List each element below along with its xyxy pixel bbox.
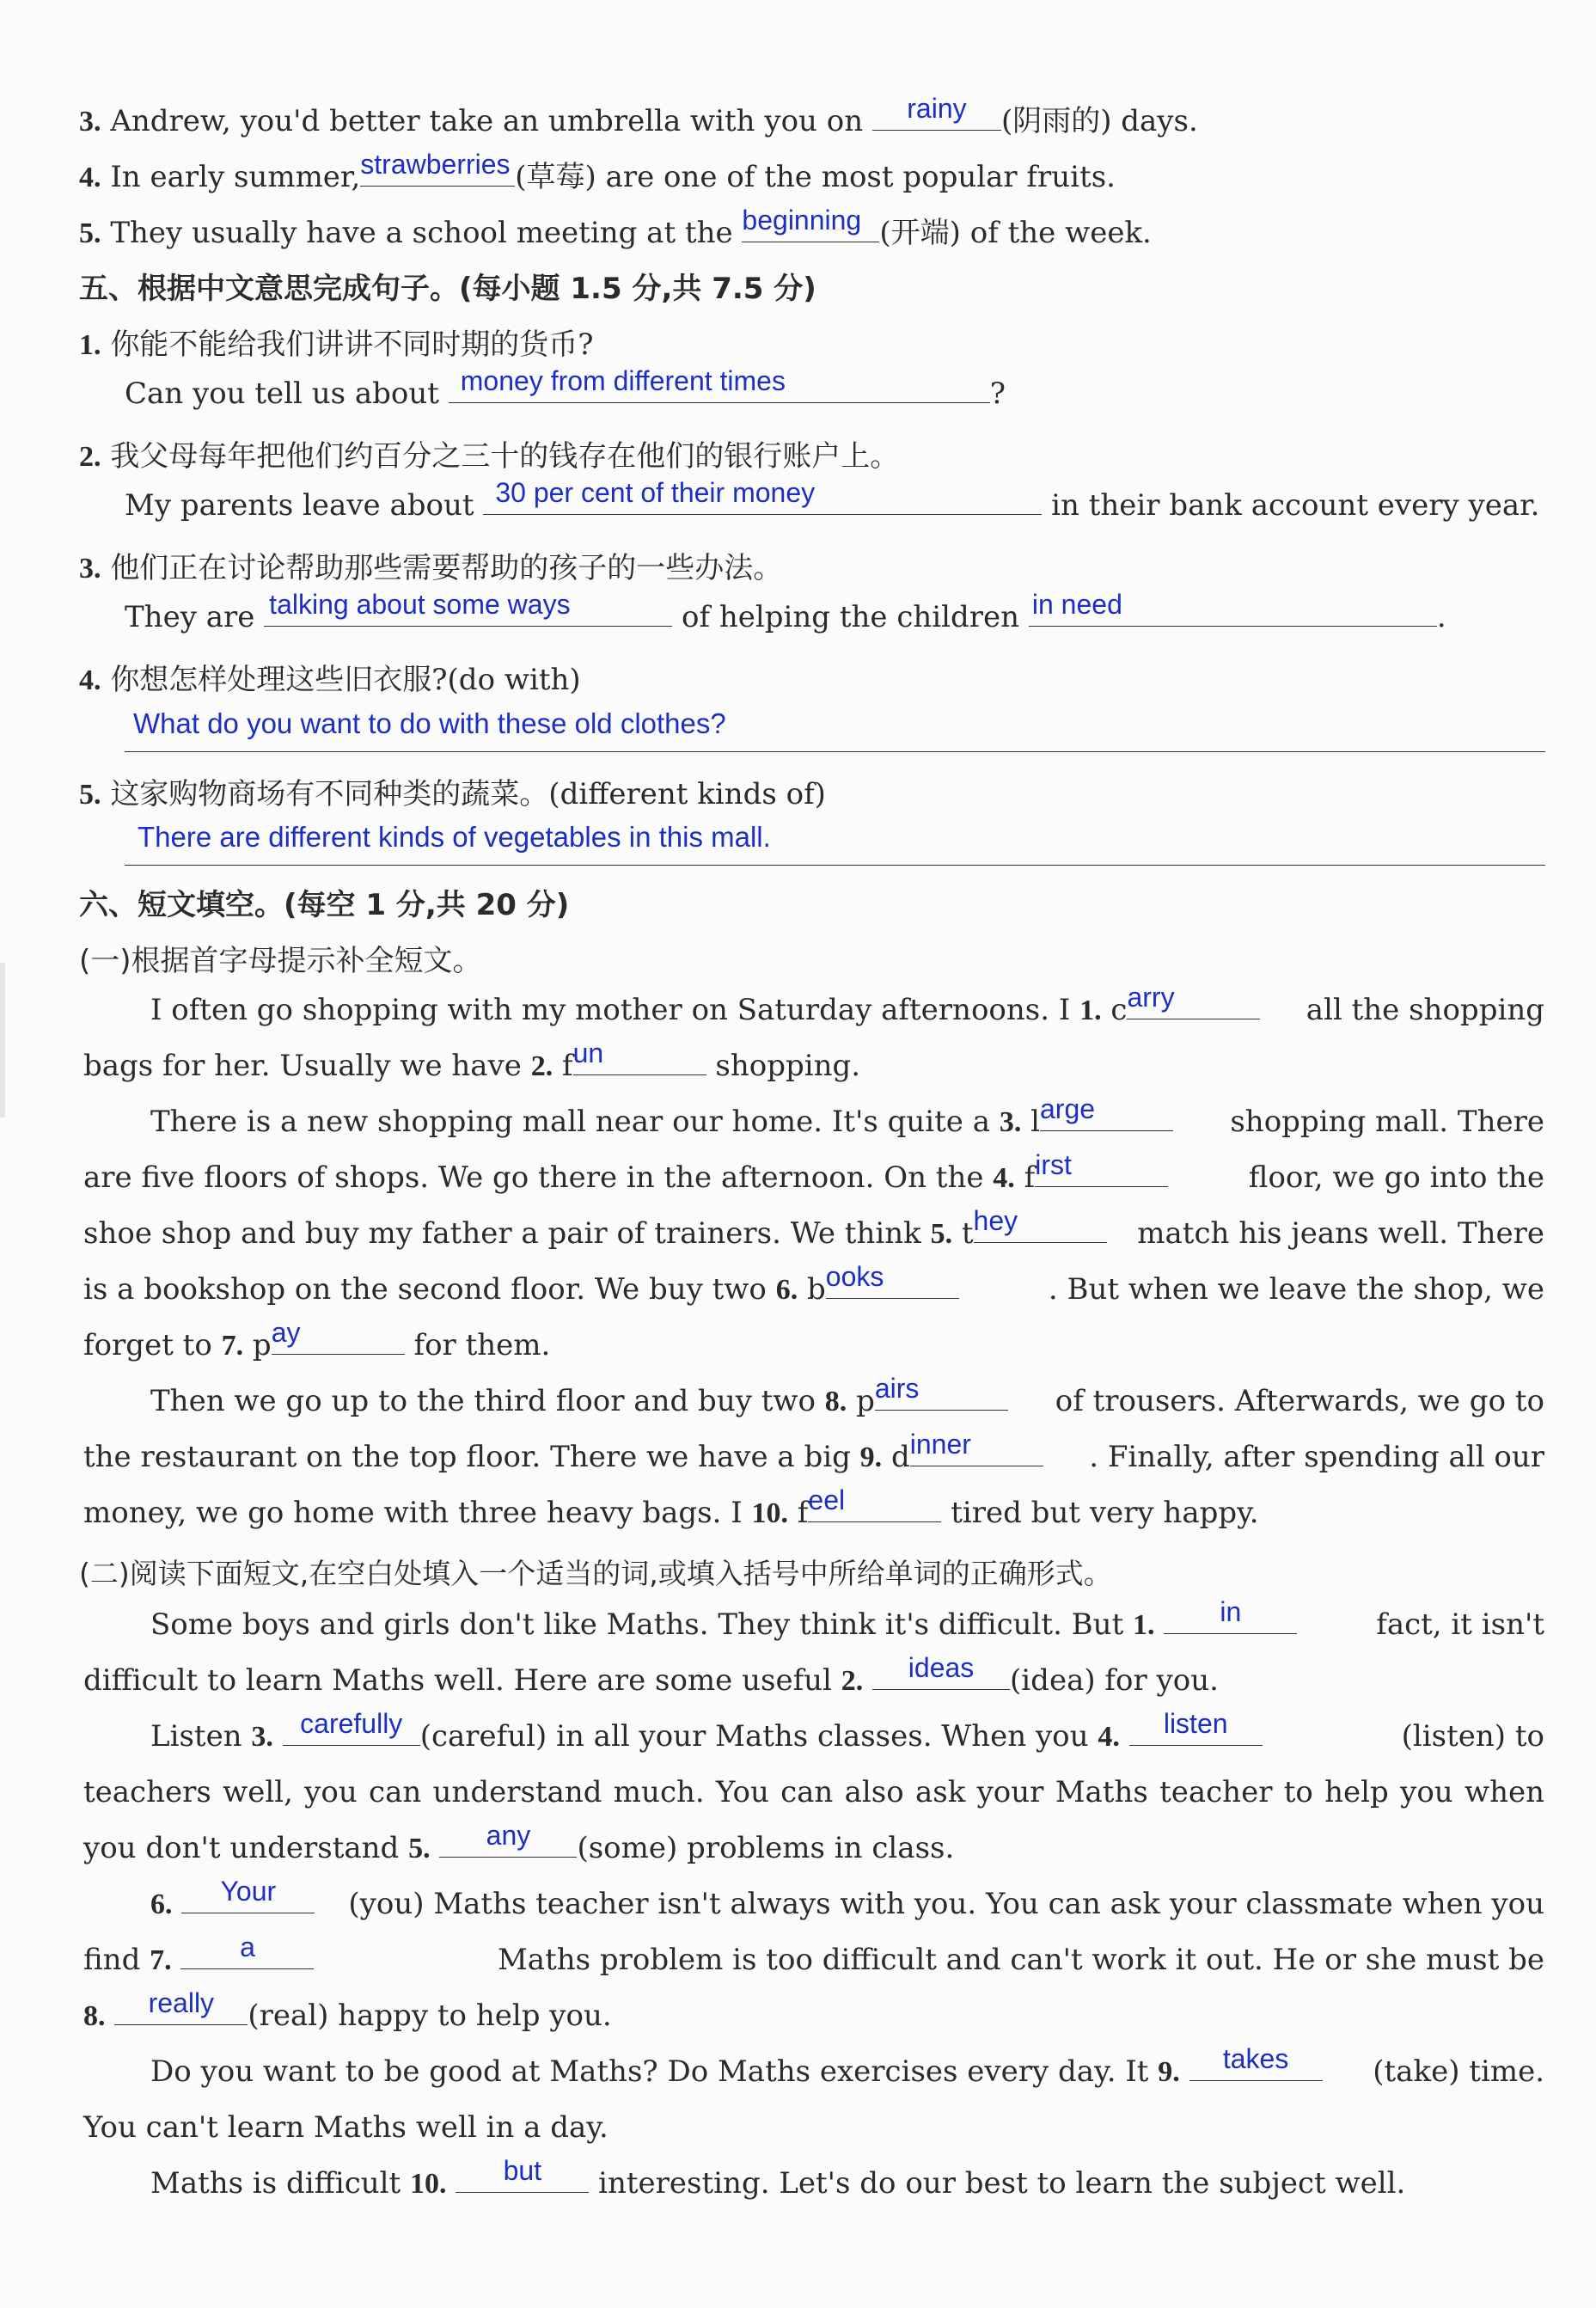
handwritten-answer: ay (271, 1317, 301, 1348)
s5-q4-answer: What do you want to do with these old clothes? (133, 707, 726, 739)
answer-blank (572, 1038, 706, 1075)
p1-line-10: money, we go home with three heavy bags. I 10. f eel tired but very happy. (83, 1485, 1259, 1530)
handwritten-answer: ideas (908, 1652, 975, 1683)
handwritten-answer: listen (1163, 1708, 1228, 1739)
p2-line-6: 6. Your (you) Maths teacher isn't always with you. You can ask your classmate when you (150, 1876, 1544, 1921)
section-5-title: 五、根据中文意思完成句子。(每小题 1.5 分,共 7.5 分) (79, 272, 816, 306)
answer-blank (271, 1317, 405, 1355)
s5-q1-chinese: 1. 你能不能给我们讲讲不同时期的货币? (79, 328, 594, 362)
answer-blank (1164, 1596, 1297, 1634)
question-number: 5. (79, 217, 101, 249)
answer-blank (456, 2155, 589, 2193)
handwritten-answer: hey (973, 1205, 1018, 1236)
answer-blank (1029, 589, 1437, 627)
handwritten-answer: any (486, 1820, 531, 1851)
p1-line-3: There is a new shopping mall near our home. It's quite a 3. l arge shopping mall. There (150, 1093, 1544, 1139)
handwritten-answer: a (240, 1931, 255, 1962)
answer-line (125, 864, 1545, 866)
question-number: 4. (79, 162, 101, 193)
handwritten-answer: 30 per cent of their money (495, 477, 816, 508)
answer-blank (825, 1261, 959, 1299)
handwritten-answer: in need (1031, 589, 1122, 620)
s4-q3: 3. Andrew, you'd better take an umbrella with you on rainy (阴雨的) days. (79, 93, 1198, 138)
p2-line-11: Maths is difficult 10. but interesting. Let's do our best to learn the subject well. (150, 2155, 1406, 2201)
p2-line-9: Do you want to be good at Maths? Do Maths exercises every day. It 9. takes (take) time. (150, 2043, 1544, 2089)
page-edge-shadow (0, 963, 5, 1117)
p2-line-10: You can't learn Maths well in a day. (83, 2110, 608, 2145)
handwritten-answer: airs (874, 1373, 920, 1404)
handwritten-answer: irst (1035, 1149, 1072, 1180)
s5-q5-answer: There are different kinds of vegetables in this mall. (138, 821, 771, 853)
handwritten-answer: rainy (907, 93, 967, 124)
p1-line-2: bags for her. Usually we have 2. f un shopping. (83, 1038, 861, 1083)
handwritten-answer: in (1220, 1596, 1242, 1627)
answer-blank (1129, 1708, 1263, 1746)
answer-blank (439, 1820, 577, 1858)
p2-line-5: you don't understand 5. any (some) problems in class. (83, 1820, 955, 1865)
answer-blank (283, 1708, 420, 1746)
answer-blank (808, 1485, 941, 1522)
p1-line-9: the restaurant on the top floor. There we have a big 9. d inner . Finally, after spending all our (83, 1429, 1544, 1474)
handwritten-answer: eel (808, 1485, 846, 1515)
handwritten-answer: arry (1127, 982, 1175, 1013)
answer-blank (114, 1987, 248, 2025)
handwritten-answer: un (572, 1038, 604, 1068)
handwritten-answer: talking about some ways (269, 589, 571, 620)
answer-blank (872, 93, 1001, 131)
answer-blank (973, 1205, 1107, 1243)
handwritten-answer: really (148, 1987, 215, 2018)
s5-q5-chinese: 5. 这家购物商场有不同种类的蔬菜。(different kinds of) (79, 777, 826, 811)
p2-line-4: teachers well, you can understand much. You can also ask your Maths teacher to help you when (83, 1775, 1544, 1809)
handwritten-answer: ooks (825, 1261, 884, 1292)
answer-blank (742, 205, 879, 242)
handwritten-answer: takes (1222, 2043, 1289, 2074)
p2-line-3: Listen 3. carefully (careful) in all your Maths classes. When you 4. listen (listen) to (150, 1708, 1544, 1754)
s4-q4: 4. In early summer, strawberries (草莓) are one of the most popular fruits. (79, 149, 1116, 194)
s4-q5: 5. They usually have a school meeting at the beginning (开端) of the week. (79, 205, 1152, 250)
answer-blank (483, 477, 1042, 515)
p2-line-1: Some boys and girls don't like Maths. They think it's difficult. But 1. in fact, it isn't (150, 1596, 1544, 1642)
p1-line-1: I often go shopping with my mother on Saturday afternoons. I 1. c arry all the shopping (150, 982, 1544, 1027)
answer-blank (1189, 2043, 1323, 2081)
question-number: 3. (79, 106, 101, 138)
handwritten-answer: strawberries (360, 149, 511, 180)
answer-blank (909, 1429, 1043, 1466)
p2-line-8: 8. really (real) happy to help you. (83, 1987, 612, 2033)
handwritten-answer: Your (220, 1876, 277, 1907)
handwritten-answer: money from different times (460, 365, 786, 396)
handwritten-answer: carefully (300, 1708, 403, 1739)
answer-blank (180, 1931, 314, 1969)
p1-line-8: Then we go up to the third floor and buy two 8. p airs of trousers. Afterwards, we go to (150, 1373, 1544, 1418)
section-6-title: 六、短文填空。(每空 1 分,共 20 分) (79, 888, 570, 922)
handwritten-answer: beginning (742, 205, 862, 236)
s5-q1-english: Can you tell us about money from different times ? (125, 365, 1006, 411)
handwritten-answer: arge (1040, 1093, 1096, 1124)
answer-blank (872, 1652, 1010, 1690)
s5-q3-english: They are talking about some ways of helping the children in need . (125, 589, 1446, 634)
answer-blank (874, 1373, 1008, 1411)
p1-line-4: are five floors of shops. We go there in the afternoon. On the 4. f irst floor, we go into the (83, 1149, 1544, 1195)
s5-q4-chinese: 4. 你想怎样处理这些旧衣服?(do with) (79, 663, 581, 697)
handwritten-answer: but (503, 2155, 542, 2186)
answer-blank (360, 149, 515, 187)
s5-q2-english: My parents leave about 30 per cent of their money in their bank account every year. (125, 477, 1540, 523)
answer-blank (1040, 1093, 1173, 1131)
part-2-title: (二)阅读下面短文,在空白处填入一个适当的词,或填入括号中所给单词的正确形式。 (79, 1557, 1112, 1590)
p1-line-7: forget to 7. p ay for them. (83, 1317, 551, 1362)
p1-line-6: is a bookshop on the second floor. We buy two 6. b ooks . But when we leave the shop, we (83, 1261, 1544, 1307)
answer-blank (1127, 982, 1260, 1019)
answer-blank (264, 589, 672, 627)
s5-q3-chinese: 3. 他们正在讨论帮助那些需要帮助的孩子的一些办法。 (79, 551, 783, 585)
part-1-title: (一)根据首字母提示补全短文。 (79, 944, 482, 978)
handwritten-answer: inner (909, 1429, 971, 1460)
s5-q2-chinese: 2. 我父母每年把他们约百分之三十的钱存在他们的银行账户上。 (79, 439, 900, 474)
answer-blank (1035, 1149, 1168, 1187)
p2-line-2: difficult to learn Maths well. Here are some useful 2. ideas (idea) for you. (83, 1652, 1219, 1698)
p2-line-7: find 7. a Maths problem is too difficult and can't work it out. He or she must be (83, 1931, 1544, 1977)
answer-line (125, 750, 1545, 752)
p1-line-5: shoe shop and buy my father a pair of trainers. We think 5. t hey match his jeans well. There (83, 1205, 1544, 1251)
answer-blank (181, 1876, 315, 1913)
